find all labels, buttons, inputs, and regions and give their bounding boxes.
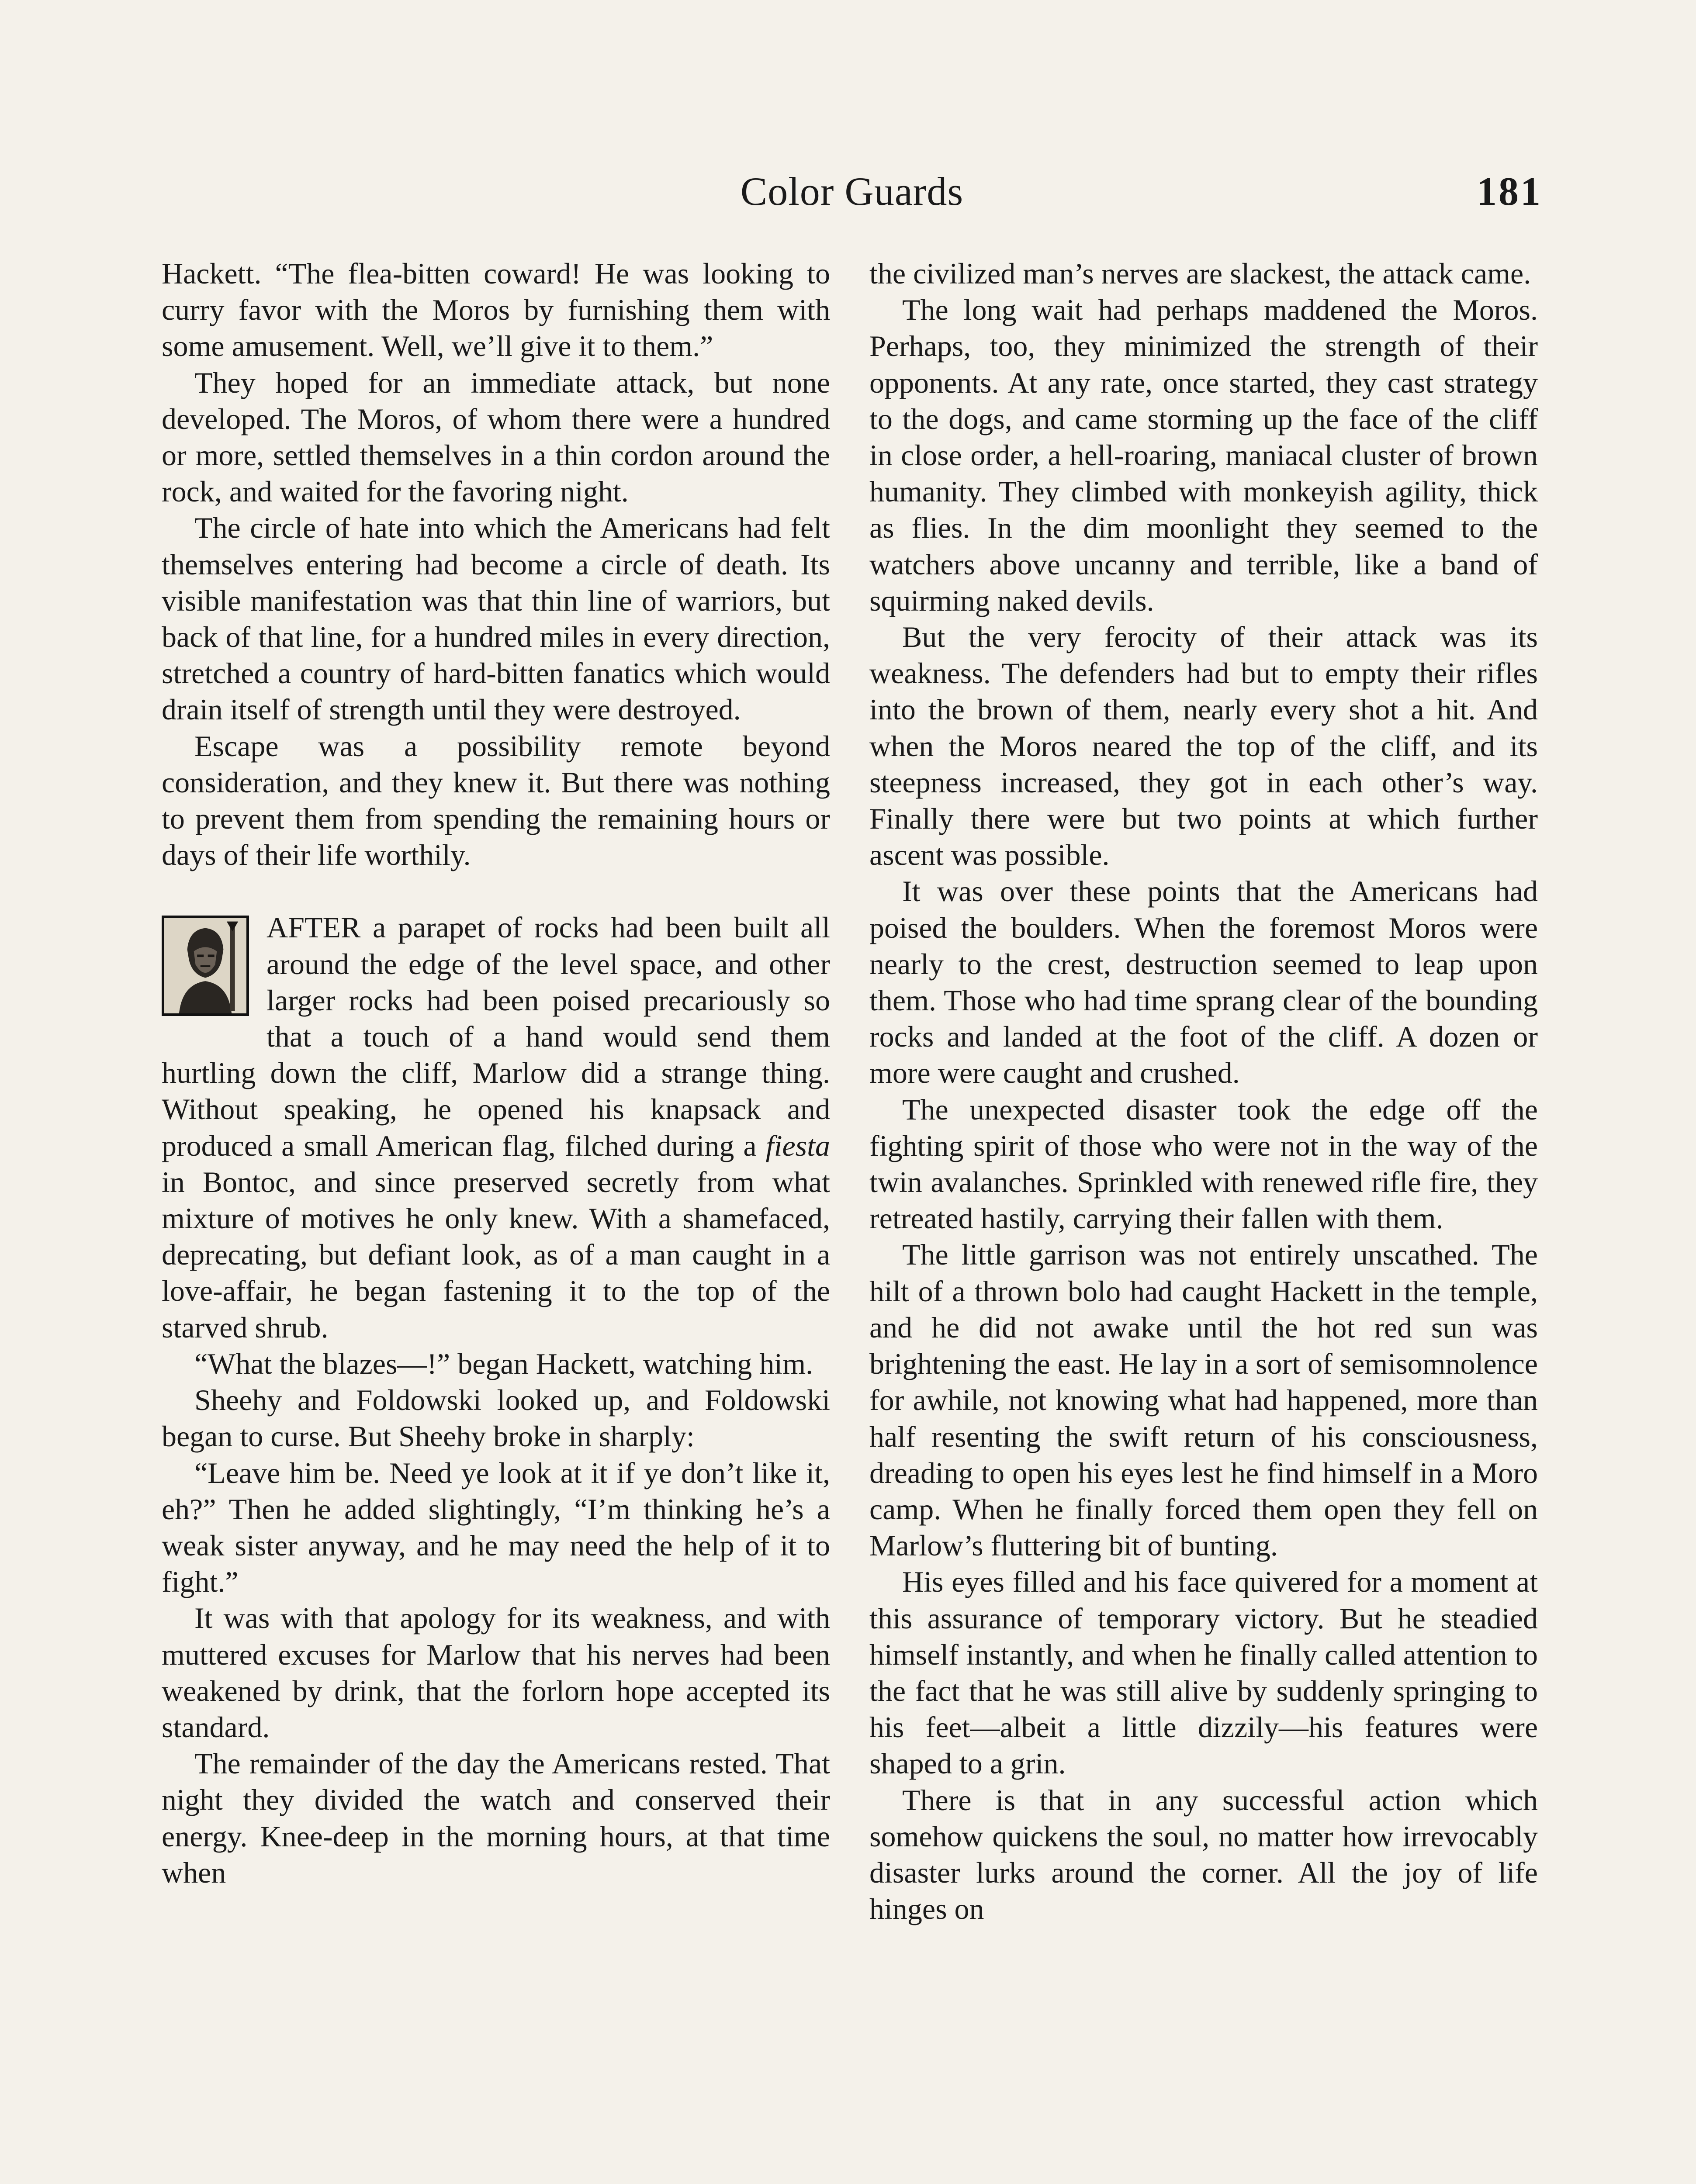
page-title: Color Guards [740, 169, 964, 214]
right-column [869, 256, 1538, 1927]
paragraph: It was over these points that the Americans had poised the boulders. When the foremost Moros were nearly to the crest, destruction seemed to leap upon them. Those who had time sprang clear of the bounding rocks and landed at the foot of the cliff. A dozen or more were caught and crushed. [869, 874, 1538, 1090]
paragraph: The circle of hate into which the Americans had felt themselves entering had become a circle of death. Its visible manifestation was that thin line of warriors, but back of that line, for a hundred miles in every direction, stretched a country of hard-bitten fanatics which would drain itself of strength until they were destroyed. [162, 511, 830, 726]
left-column [162, 256, 830, 1891]
paragraph: Sheehy and Foldowski looked up, and Foldowski began to curse. But Sheehy broke in sharply: [162, 1383, 830, 1453]
paragraph: the civilized man’s nerves are slackest, the attack came. [869, 257, 1531, 290]
paragraph: The little garrison was not entirely unscathed. The hilt of a thrown bolo had caught Hackett in the temple, and he did not awake until the hot red sun was brightening the east. He lay in a sort of semisomnolence for awhile, not knowing what had happened, more than half resenting the swift return of his consciousness, dreading to open his eyes lest he find himself in a Moro camp. When he finally forced them open they fell on Marlow’s fluttering bit of bunting. [869, 1238, 1538, 1562]
paragraph: “Leave him be. Need ye look at it if ye don’t like it, eh?” Then he added slightingly, “I’m thinking he’s a weak sister anyway, and he may need the help of it to fight.” [162, 1456, 830, 1599]
running-head [162, 168, 1542, 234]
paragraph: They hoped for an immediate attack, but none developed. The Moros, of whom there were a hundred or more, settled themselves in a thin cordon around the rock, and waited for the favoring night. [162, 366, 830, 508]
paragraph: Hackett. “The flea-bitten coward! He was looking to curry favor with the Moros by furnishing them with some amusement. Well, we’ll give it to them.” [162, 257, 830, 363]
paragraph: The remainder of the day the Americans rested. That night they divided the watch and conserved their energy. Knee-deep in the morning hours, at that time when [162, 1747, 830, 1889]
paragraph: His eyes filled and his face quivered for a moment at this assurance of temporary victory. But he steadied himself instantly, and when he finally called attention to the fact that he was still alive by suddenly springing to his feet—albeit a little dizzily—his features were shaped to a grin. [869, 1565, 1538, 1780]
paragraph: It was with that apology for its weakness, and with muttered excuses for Marlow that his nerves had been weakened by drink, that the forlorn hope accepted its standard. [162, 1601, 830, 1744]
page-number: 181 [1477, 169, 1542, 214]
dropcap-text-start: AFTER a parapet of rocks had been built all around the edge of the level space, and other larger rocks had been poised precariously so that a touch of a hand would send them hurtling down the cliff, Marlow did a strange thing. Without speaking, he opened his knapsack and produced a small American flag, filched during a [162, 911, 830, 1162]
paragraph: “What the blazes—!” began Hackett, watching him. [194, 1347, 813, 1380]
paragraph: Escape was a possibility remote beyond consideration, and they knew it. But there was nothing to prevent them from spending the remaining hours or days of their life worthily. [162, 729, 830, 872]
paragraph: The long wait had perhaps maddened the Moros. Perhaps, too, they minimized the strength of their opponents. At any rate, once started, they cast strategy to the dogs, and came storming up the face of the cliff in close order, a hell-roaring, maniacal cluster of brown humanity. They climbed with monkeyish agility, thick as flies. In the dim moonlight they seemed to the watchers above uncanny and terrible, like a band of squirming naked devils. [869, 293, 1538, 617]
paragraph: But the very ferocity of their attack was its weakness. The defenders had but to empty their rifles into the brown of them, nearly every shot a hit. And when the Moros neared the top of the cliff, and its steepness increased, they got in each other’s way. Finally there were but two points at which further ascent was possible. [869, 620, 1538, 872]
paragraph: The unexpected disaster took the edge off the fighting spirit of those who were not in the way of the twin avalanches. Sprinkled with renewed rifle fire, they retreated hastily, carrying their fallen with them. [869, 1092, 1538, 1235]
italic-word: fiesta [765, 1129, 830, 1162]
soldier-portrait-icon [162, 916, 249, 1016]
paragraph: There is that in any successful action which somehow quickens the soul, no matter how irrevocably disaster lurks around the corner. All the joy of life hinges on [869, 1783, 1538, 1926]
dropcap-text-end: in Bontoc, and since preserved secretly from what mixture of motives he only knew. With a shamefaced, deprecating, but defiant look, as of a man caught in a love-affair, he began fastening it to the top of the starved shrub. [162, 1165, 830, 1344]
section-break [162, 873, 830, 909]
dropcap-paragraph [162, 909, 830, 1345]
